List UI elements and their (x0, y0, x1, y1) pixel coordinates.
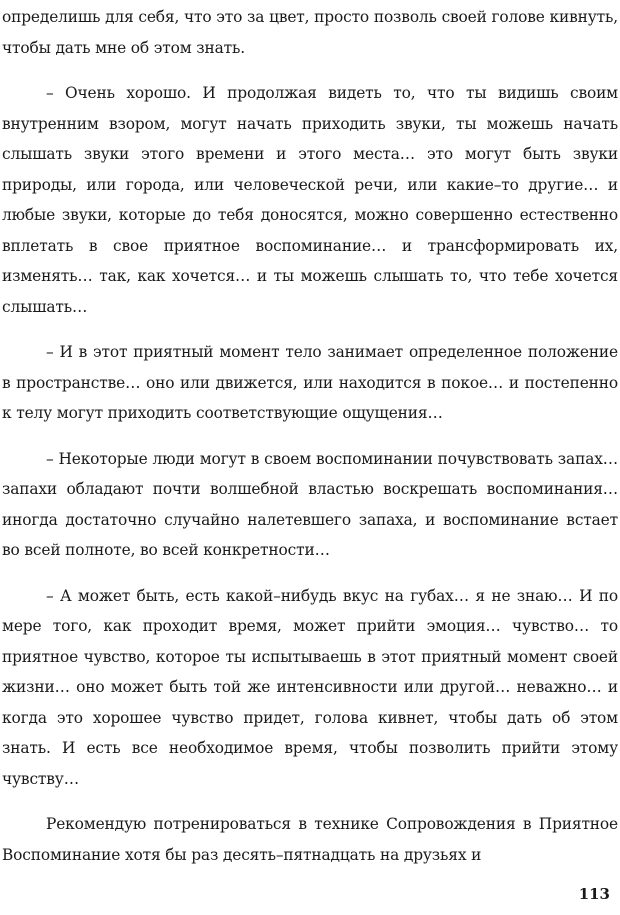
paragraph-5: – А может быть, есть какой–нибудь вкус на губах… я не знаю… И по мере того, как проходит время, может прийти эмоция… чувство… то приятное чувство, которое ты испытываешь в этот приятный момент своей жизни… оно может быть той же интенсивности или другой… неважно… и когда это хорошее чувство придет, голова кивнет, чтобы дать об этом знать. И есть все необходимое время, чтобы позволить прийти этому чувству… (2, 586, 618, 788)
paragraph-3: – И в этот приятный момент тело занимает определенное положение в пространстве… оно или движется, или находится в покое… и постепенно к телу могут приходить соответствующие ощущения… (2, 343, 618, 422)
paragraph-2: – Очень хорошо. И продолжая видеть то, что ты видишь своим внутренним взором, могут начать приходить звуки, ты можешь начать слышать звуки этого времени и этого места… это могут быть звуки природы, или города, или человеческой речи, или какие–то другие… и любые звуки, которые до тебя доносятся, можно совершенно естественно вплетать в свое приятное воспоминание… и трансформировать их, изменять… так, как хочется… и ты можешь слышать то, что тебе хочется слышать… (2, 84, 618, 316)
page-number: 113 (578, 885, 610, 903)
paragraph-4: – Некоторые люди могут в своем воспоминании почувствовать запах… запахи обладают почти волшебной властью воскрешать воспоминания… иногда достаточно случайно налетевшего запаха, и воспоминание встает во всей полноте, во всей конкретности… (2, 449, 618, 559)
paragraph-1: определишь для себя, что это за цвет, просто позволь своей голове кивнуть, чтобы дать мне об этом знать. (2, 8, 618, 57)
paragraph-6: Рекомендую потренироваться в технике Сопровождения в Приятное Воспоминание хотя бы раз десять–пятнадцать на друзьях и (2, 815, 618, 864)
body-text (2, 2, 618, 870)
